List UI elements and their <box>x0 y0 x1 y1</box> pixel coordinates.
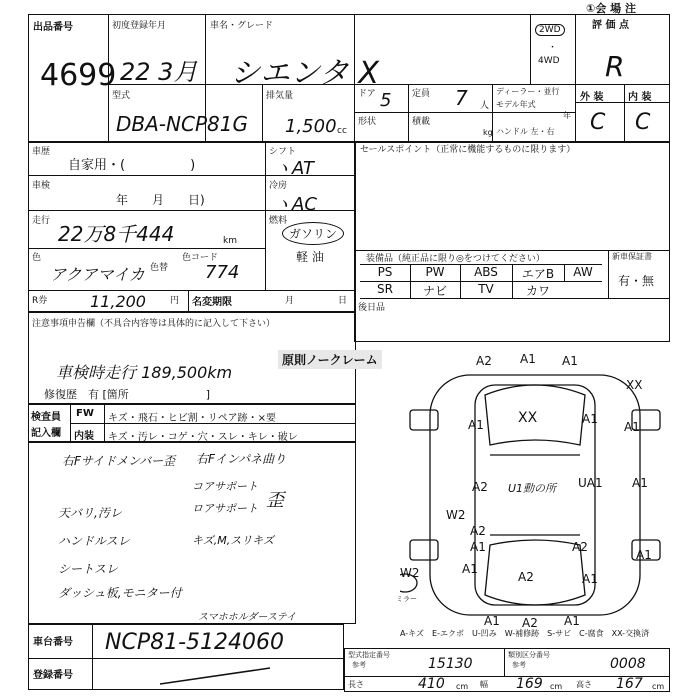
mirror-label: ミラー <box>396 595 417 603</box>
drive-4wd: 4WD <box>538 56 560 66</box>
equipment-label: 装備品（純正品に限り◎をつけてください） <box>366 254 545 264</box>
diag-mark-8: A1 <box>624 420 640 434</box>
color-no-label: 色替 <box>150 263 169 273</box>
car-label: 車名・グレード <box>210 21 274 31</box>
diag-mark-19: A1 <box>462 562 478 576</box>
diag-mark-15: A1 <box>470 540 486 554</box>
lot-label: 出品番号 <box>33 22 73 33</box>
remark-4: ロアサポート <box>192 502 258 515</box>
int-insp-label: 内装 <box>74 431 94 442</box>
diag-mark-1: A2 <box>476 354 492 368</box>
eval-score: R <box>605 50 625 83</box>
name-period-day: 日 <box>338 296 348 306</box>
inspector-label2: 記入欄 <box>31 428 61 439</box>
class-no-ref: 参考 <box>512 661 526 669</box>
usage-label: 車歴 <box>32 147 51 157</box>
dims-length: 410 <box>418 676 445 692</box>
diag-mark-16: A2 <box>572 540 588 554</box>
fuel-gas-circled: ガソリン <box>282 222 344 245</box>
cooling-label: 冷房 <box>269 181 288 191</box>
notes-repair: 修復歴 有 [箇所 ] <box>44 388 211 401</box>
diag-mark-18: A1 <box>636 548 652 562</box>
damage-legend: A-キズ E-エクボ U-凹み W-補修跡 S-サビ C-腐食 XX-交換済 <box>400 629 650 638</box>
selling-label: セールスポイント（正常に機能するものに限ります） <box>360 145 576 155</box>
fuel-diesel: 軽 油 <box>296 250 324 264</box>
dims-width-label: 幅 <box>480 680 488 689</box>
diag-mark-17: W2 <box>400 566 420 580</box>
capacity-value: 7 <box>455 86 468 110</box>
diag-mark-12: A1 <box>632 476 648 490</box>
ext-score: C <box>590 110 606 135</box>
ext-label: 外 装 <box>580 92 604 103</box>
right-block <box>354 142 670 342</box>
remark-8: キズ,M,スリキズ <box>192 534 275 547</box>
diag-mark-14: A2 <box>470 524 486 538</box>
registration-slash <box>160 664 280 688</box>
displacement-label: 排気量 <box>266 91 294 101</box>
drive-2wd: 2WD <box>535 24 565 36</box>
shift-label: シフト <box>269 147 297 157</box>
int-items: キズ・汚レ・コゲ・穴・スレ・キレ・破レ <box>108 432 298 443</box>
type-no-value: 15130 <box>428 656 473 672</box>
eval-label: 評 価 点 <box>592 20 629 31</box>
dims-height-unit: cm <box>652 682 665 691</box>
diag-mark-13: W2 <box>446 508 466 522</box>
type-no-label: 型式指定番号 <box>348 651 390 659</box>
equip-aw: AW <box>573 265 593 279</box>
drive-dot: ・ <box>548 43 558 53</box>
notes-text: 車検時走行 189,500km <box>56 363 233 382</box>
equip-navi: ナビ <box>422 284 447 298</box>
diag-mark-3: A1 <box>562 354 578 368</box>
diag-mark-4: XX <box>626 378 643 392</box>
diag-mark-10: U1動の所 <box>508 482 557 495</box>
remark-1: 右Fサイドメンバー歪 <box>62 454 176 468</box>
warranty-label: 新車保証書 <box>612 252 652 261</box>
diag-mark-23: A2 <box>522 616 538 630</box>
dims-width: 169 <box>516 676 543 692</box>
mileage-value: 22万8千444 <box>58 222 175 246</box>
registration-label: 登録番号 <box>33 670 73 681</box>
doors-label: ドア <box>358 89 376 99</box>
dealer-label: ディーラー・並行 <box>496 87 560 96</box>
dims-height: 167 <box>616 676 643 692</box>
dims-length-unit: cm <box>456 682 469 691</box>
recycle-value: 11,200 <box>90 292 146 311</box>
load-unit: kg <box>483 128 493 137</box>
claim-stamp: 原則ノークレーム <box>278 350 382 369</box>
remark-6: 天バリ,汚レ <box>58 506 122 520</box>
type-no-ref: 参考 <box>352 661 366 669</box>
warranty-value: 有・無 <box>618 274 655 288</box>
dims-length-label: 長さ <box>348 680 364 689</box>
remark-5: 歪 <box>266 490 284 511</box>
remark-2: 右Fインパネ曲り <box>196 452 287 466</box>
inspector-label1: 検査員 <box>31 412 61 423</box>
color-code-label: 色コード <box>182 253 219 263</box>
recycle-unit: 円 <box>170 296 180 306</box>
shift-value: ヽAT <box>274 158 314 179</box>
diag-mark-24: A1 <box>564 614 580 628</box>
color-label: 色 <box>32 253 42 263</box>
remark-11: スマホホルダーステイ <box>198 612 296 623</box>
diag-mark-22: A1 <box>484 614 500 628</box>
inspection-value: 年 月 日) <box>116 193 205 207</box>
name-period-label: 名変期限 <box>192 297 232 308</box>
int-score: C <box>635 110 651 135</box>
int-label: 内 装 <box>628 92 652 103</box>
remark-9: シートスレ <box>58 562 118 576</box>
capacity-unit: 人 <box>480 101 490 111</box>
diag-mark-11: UA1 <box>578 476 603 490</box>
equip-ps: PS <box>377 265 393 279</box>
dims-height-label: 高さ <box>576 680 592 689</box>
load-label: 積載 <box>412 117 431 127</box>
chassis-label: 車台番号 <box>33 637 73 648</box>
ref-label: 後日品 <box>358 303 386 313</box>
cooling-value: ヽAC <box>274 194 317 215</box>
diag-mark-2: A1 <box>520 352 536 366</box>
inspection-label: 車検 <box>32 181 51 191</box>
remark-7: ハンドルスレ <box>58 534 130 548</box>
name-period-month: 月 <box>285 296 295 306</box>
equip-abs: ABS <box>474 265 498 279</box>
chassis-value: NCP81-5124060 <box>105 630 284 655</box>
displacement-value: 1,500 <box>285 116 337 137</box>
lot-number: 4699 <box>40 58 117 93</box>
recycle-label: R券 <box>32 296 48 306</box>
doors-value: 5 <box>380 90 392 111</box>
mileage-unit: km <box>223 236 237 246</box>
diag-mark-21: A1 <box>582 572 598 586</box>
class-no-value: 0008 <box>610 656 646 672</box>
model-label: 型式 <box>112 91 131 101</box>
class-no-label: 類別区分番号 <box>508 651 550 659</box>
diag-mark-5: A1 <box>468 418 484 432</box>
usage-value: 自家用・( ) <box>68 158 196 173</box>
first-reg-value: 22 3月 <box>120 58 198 86</box>
handle-label: ハンドル 左・右 <box>496 127 555 136</box>
header-title: ①会 場 注 <box>586 2 636 15</box>
diag-mark-20: A2 <box>518 570 534 584</box>
notes-label: 注意事項申告欄（不具合内容等は具体的に記入して下さい） <box>32 319 276 329</box>
first-reg-label: 初度登録年月 <box>112 21 167 31</box>
color-code: 774 <box>205 262 240 283</box>
displacement-unit: cc <box>337 126 347 136</box>
equip-sr: SR <box>377 282 393 296</box>
fw-label: FW <box>76 408 94 419</box>
equip-leather: カワ <box>525 284 550 298</box>
capacity-label: 定員 <box>412 89 431 99</box>
remark-3: コアサポート <box>192 480 258 493</box>
diag-mark-9: A2 <box>472 480 488 494</box>
shape-label: 形状 <box>358 117 377 127</box>
diag-mark-7: A1 <box>582 412 598 426</box>
model-year-label: モデル年式 <box>496 100 536 109</box>
fuel-label: 燃料 <box>269 216 288 226</box>
model-value: DBA-NCP81G <box>116 112 248 136</box>
remark-10: ダッシュ板,モニター付 <box>58 586 182 600</box>
equip-tv: TV <box>478 282 494 296</box>
diag-mark-6: XX <box>518 410 538 426</box>
model-year-unit: 年 <box>563 111 571 120</box>
mileage-label: 走行 <box>32 216 51 226</box>
color-value: アクアマイカ <box>50 265 145 284</box>
equip-pw: PW <box>425 265 445 279</box>
equip-airbag: エアB <box>521 267 555 281</box>
dims-width-unit: cm <box>550 682 563 691</box>
car-name: シエンタ X <box>230 56 379 91</box>
fw-items: キズ・飛石・ヒビ割・リペア跡・×要 <box>108 413 276 424</box>
